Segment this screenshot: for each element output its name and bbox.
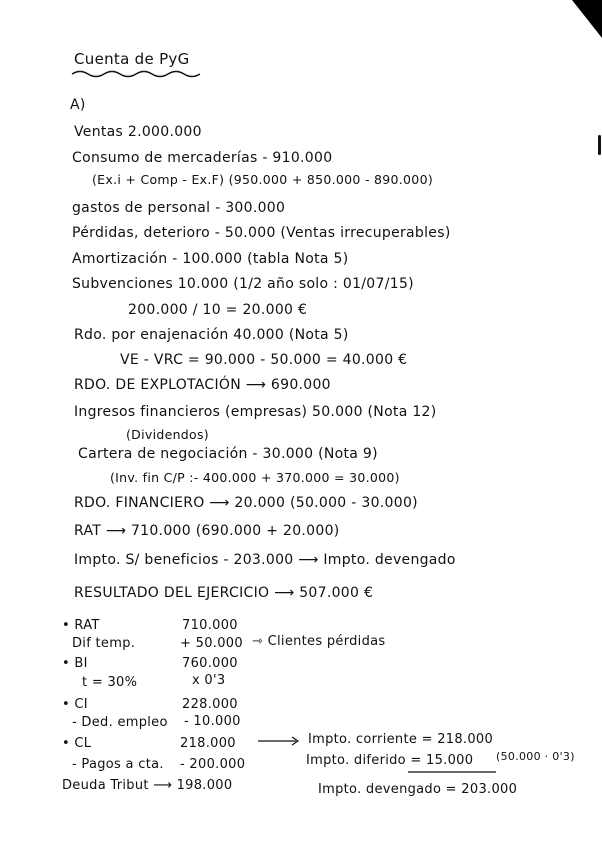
- tax-dif-value: + 50.000: [180, 636, 243, 651]
- impto-diferido-note: (50.000 · 0'3): [496, 750, 575, 763]
- line-rat: RAT ⟶ 710.000 (690.000 + 20.000): [74, 523, 340, 539]
- line-subvenciones: Subvenciones 10.000 (1/2 año solo : 01/07/15): [72, 276, 414, 292]
- line-rdo-explotacion: RDO. DE EXPLOTACIÓN ⟶ 690.000: [74, 377, 331, 393]
- tax-pagos-value: - 200.000: [180, 757, 246, 772]
- line-impuesto: Impto. S/ beneficios - 203.000 ⟶ Impto. devengado: [74, 552, 456, 568]
- tax-ded-value: - 10.000: [184, 714, 241, 729]
- tax-ci-label: • CI: [62, 697, 88, 712]
- line-consumo: Consumo de mercaderías - 910.000: [72, 150, 333, 166]
- line-perdidas: Pérdidas, deterioro - 50.000 (Ventas irrecuperables): [72, 225, 451, 241]
- tax-dif-label: Dif temp.: [72, 636, 136, 651]
- line-rdo-enajenacion: Rdo. por enajenación 40.000 (Nota 5): [74, 327, 349, 343]
- line-amortizacion: Amortización - 100.000 (tabla Nota 5): [72, 251, 349, 267]
- line-resultado: RESULTADO DEL EJERCICIO ⟶ 507.000 €: [74, 585, 374, 601]
- tax-pagos-label: - Pagos a cta.: [72, 757, 164, 772]
- tax-dif-note: ⇾ Clientes pérdidas: [252, 634, 386, 649]
- line-ingresos-note: (Dividendos): [126, 427, 209, 442]
- tax-deuda-tributaria: Deuda Tribut ⟶ 198.000: [62, 778, 233, 793]
- line-rdo-enajenacion-calc: VE - VRC = 90.000 - 50.000 = 40.000 €: [120, 352, 408, 368]
- tax-ci-value: 228.000: [182, 697, 238, 712]
- tax-ded-label: - Ded. empleo: [72, 715, 168, 730]
- section-label: A): [70, 97, 86, 113]
- tax-rat-value: 710.000: [182, 618, 238, 633]
- impto-corriente: Impto. corriente = 218.000: [308, 732, 494, 747]
- tax-t-label: t = 30%: [82, 675, 138, 690]
- title-underline: [72, 72, 200, 77]
- tax-t-value: x 0'3: [192, 673, 226, 688]
- tax-rat-label: • RAT: [62, 618, 100, 633]
- line-cartera-calc: (Inv. fin C/P :- 400.000 + 370.000 = 30.000): [110, 470, 400, 485]
- tax-bi-label: • BI: [62, 656, 88, 671]
- page-title: Cuenta de PyG: [74, 50, 190, 68]
- tax-cl-value: 218.000: [180, 736, 236, 751]
- impto-diferido: Impto. diferido = 15.000: [306, 753, 474, 768]
- line-ingresos-financieros: Ingresos financieros (empresas) 50.000 (Nota 12): [74, 404, 437, 420]
- line-subvenciones-calc: 200.000 / 10 = 20.000 €: [128, 302, 308, 318]
- line-cartera: Cartera de negociación - 30.000 (Nota 9): [78, 446, 378, 462]
- impto-devengado: Impto. devengado = 203.000: [318, 782, 518, 797]
- tax-cl-label: • CL: [62, 736, 92, 751]
- line-rdo-financiero: RDO. FINANCIERO ⟶ 20.000 (50.000 - 30.000): [74, 495, 418, 511]
- line-ventas: Ventas 2.000.000: [74, 124, 202, 140]
- line-consumo-detail: (Ex.i + Comp - Ex.F) (950.000 + 850.000 - 890.000): [92, 172, 433, 187]
- tax-bi-value: 760.000: [182, 656, 238, 671]
- line-gastos: gastos de personal - 300.000: [72, 200, 286, 216]
